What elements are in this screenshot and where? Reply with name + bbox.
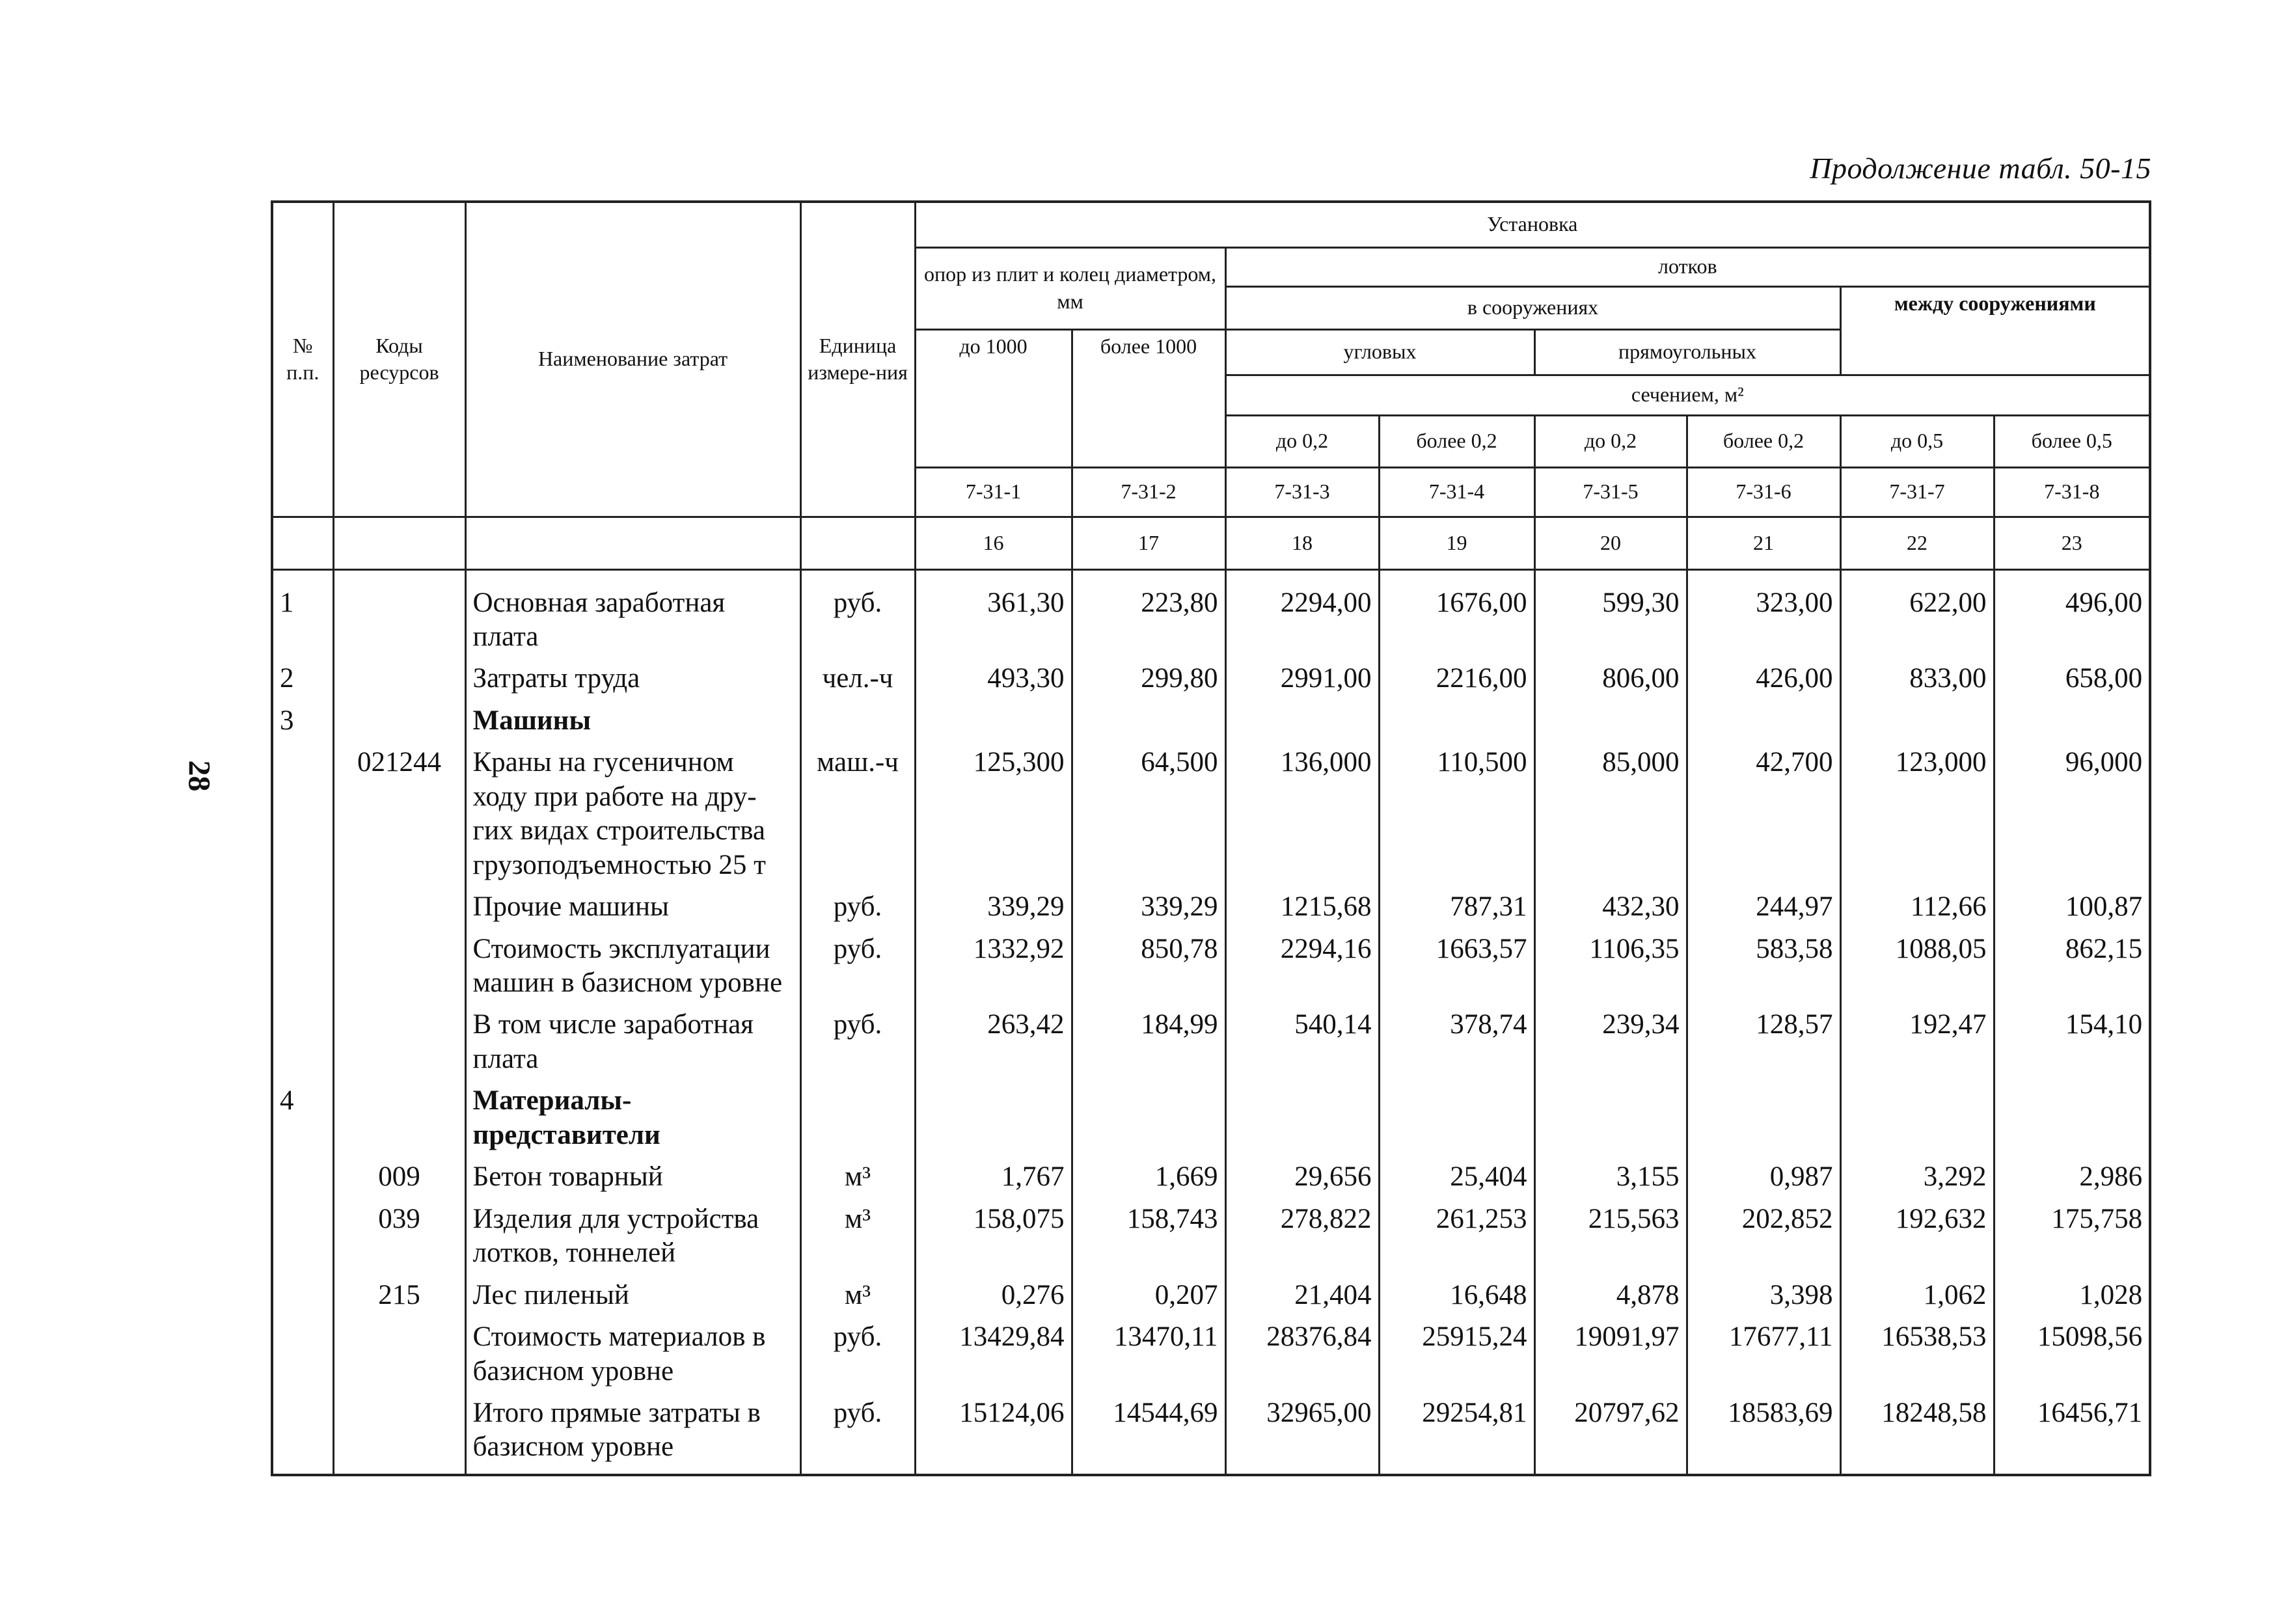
table-row: [272, 1003, 2150, 1079]
value-cell: 14544,69: [1072, 1391, 1225, 1475]
header-lotkov: лотков: [1225, 247, 2150, 286]
header-code-4: 7-31-4: [1379, 467, 1534, 517]
unit: руб.: [800, 1391, 915, 1475]
value-cell: 278,822: [1225, 1197, 1379, 1273]
value-cell: 299,80: [1072, 656, 1225, 698]
header-code-8: 7-31-8: [1994, 467, 2150, 517]
header-v-sooruzheniyah: в сооружениях: [1225, 286, 1840, 329]
cost-name: Материалы-представители: [465, 1079, 800, 1155]
value-cell: 432,30: [1534, 885, 1687, 927]
resource-code: [333, 1315, 465, 1391]
row-number: [272, 1273, 333, 1315]
value-cell: [1994, 1079, 2150, 1155]
value-cell: 13429,84: [915, 1315, 1072, 1391]
value-cell: 158,743: [1072, 1197, 1225, 1273]
header-num-2: 17: [1072, 517, 1225, 569]
value-cell: 125,300: [915, 740, 1072, 885]
header-code-3: 7-31-3: [1225, 467, 1379, 517]
unit: чел.-ч: [800, 656, 915, 698]
value-cell: 0,207: [1072, 1273, 1225, 1315]
table-row: [272, 699, 2150, 740]
cost-name: Изделия для устройства лотков, тоннелей: [465, 1197, 800, 1273]
header-codes: Коды ресурсов: [333, 202, 465, 517]
row-number: [272, 1315, 333, 1391]
value-cell: 378,74: [1379, 1003, 1534, 1079]
table-row: [272, 656, 2150, 698]
resource-code: 039: [333, 1197, 465, 1273]
unit: м³: [800, 1273, 915, 1315]
table-row: [272, 1079, 2150, 1155]
value-cell: 223,80: [1072, 569, 1225, 656]
cost-name: Бетон товарный: [465, 1155, 800, 1197]
header-col-number: [800, 517, 915, 569]
value-cell: 2294,16: [1225, 927, 1379, 1003]
header-code-2: 7-31-2: [1072, 467, 1225, 517]
cost-name: Краны на гусеничном ходу при работе на дру-гих видах строительства грузоподъемностью 25 т: [465, 740, 800, 885]
value-cell: 42,700: [1687, 740, 1840, 885]
value-cell: 261,253: [1379, 1197, 1534, 1273]
value-cell: 110,500: [1379, 740, 1534, 885]
cost-name: Основная заработная плата: [465, 569, 800, 656]
header-ustanovka: Установка: [915, 202, 2150, 247]
value-cell: 622,00: [1840, 569, 1994, 656]
value-cell: 323,00: [1687, 569, 1840, 656]
value-cell: [1687, 699, 1840, 740]
value-cell: [1225, 699, 1379, 740]
value-cell: 4,878: [1534, 1273, 1687, 1315]
value-cell: 2294,00: [1225, 569, 1379, 656]
value-cell: 64,500: [1072, 740, 1225, 885]
value-cell: 192,47: [1840, 1003, 1994, 1079]
cost-name: Машины: [465, 699, 800, 740]
value-cell: 202,852: [1687, 1197, 1840, 1273]
row-number: [272, 885, 333, 927]
resource-code: [333, 885, 465, 927]
header-col-number: [465, 517, 800, 569]
header-sub-8: более 0,5: [1994, 415, 2150, 467]
resource-code: 021244: [333, 740, 465, 885]
header-npp: № п.п.: [272, 202, 333, 517]
resource-code: [333, 656, 465, 698]
value-cell: 15098,56: [1994, 1315, 2150, 1391]
value-cell: 128,57: [1687, 1003, 1840, 1079]
value-cell: 426,00: [1687, 656, 1840, 698]
value-cell: 28376,84: [1225, 1315, 1379, 1391]
unit: руб.: [800, 1315, 915, 1391]
header-name: Наименование затрат: [465, 202, 800, 517]
value-cell: [1379, 699, 1534, 740]
header-num-4: 19: [1379, 517, 1534, 569]
value-cell: 96,000: [1994, 740, 2150, 885]
value-cell: 16538,53: [1840, 1315, 1994, 1391]
value-cell: [1840, 699, 1994, 740]
table-row: [272, 885, 2150, 927]
table-row: [272, 927, 2150, 1003]
header-sub-6: более 0,2: [1687, 415, 1840, 467]
resource-code: 009: [333, 1155, 465, 1197]
value-cell: 29,656: [1225, 1155, 1379, 1197]
header-pryamougolnyh: прямоугольных: [1534, 329, 1840, 375]
header-code-5: 7-31-5: [1534, 467, 1687, 517]
cost-name: Лес пиленый: [465, 1273, 800, 1315]
header-num-6: 21: [1687, 517, 1840, 569]
value-cell: 0,276: [915, 1273, 1072, 1315]
cost-name: Стоимость эксплуатации машин в базисном уровне: [465, 927, 800, 1003]
value-cell: [1534, 1079, 1687, 1155]
header-code-1: 7-31-1: [915, 467, 1072, 517]
value-cell: 583,58: [1687, 927, 1840, 1003]
value-cell: 263,42: [915, 1003, 1072, 1079]
value-cell: 239,34: [1534, 1003, 1687, 1079]
resource-code: 215: [333, 1273, 465, 1315]
table-row: [272, 1197, 2150, 1273]
header-uglovyh: угловых: [1225, 329, 1534, 375]
value-cell: 361,30: [915, 569, 1072, 656]
unit: м³: [800, 1197, 915, 1273]
value-cell: 192,632: [1840, 1197, 1994, 1273]
value-cell: [1534, 699, 1687, 740]
value-cell: 17677,11: [1687, 1315, 1840, 1391]
value-cell: 3,398: [1687, 1273, 1840, 1315]
value-cell: 20797,62: [1534, 1391, 1687, 1475]
header-col-number: [272, 517, 333, 569]
value-cell: [915, 699, 1072, 740]
value-cell: 1676,00: [1379, 569, 1534, 656]
value-cell: 25915,24: [1379, 1315, 1534, 1391]
table-row: [272, 1273, 2150, 1315]
header-num-3: 18: [1225, 517, 1379, 569]
header-num-1: 16: [915, 517, 1072, 569]
row-number: [272, 1391, 333, 1475]
value-cell: [1379, 1079, 1534, 1155]
cost-name: Прочие машины: [465, 885, 800, 927]
value-cell: 136,000: [1225, 740, 1379, 885]
value-cell: 15124,06: [915, 1391, 1072, 1475]
table-row: [272, 740, 2150, 885]
header-sub-4: более 0,2: [1379, 415, 1534, 467]
value-cell: [1840, 1079, 1994, 1155]
value-cell: 18248,58: [1840, 1391, 1994, 1475]
header-num-5: 20: [1534, 517, 1687, 569]
header-code-6: 7-31-6: [1687, 467, 1840, 517]
resource-code: [333, 1003, 465, 1079]
value-cell: 658,00: [1994, 656, 2150, 698]
value-cell: 496,00: [1994, 569, 2150, 656]
value-cell: 112,66: [1840, 885, 1994, 927]
unit: маш.-ч: [800, 740, 915, 885]
table-caption: Продолжение табл. 50-15: [1810, 152, 2151, 185]
header-sub-7: до 0,5: [1840, 415, 1994, 467]
value-cell: 862,15: [1994, 927, 2150, 1003]
value-cell: 1215,68: [1225, 885, 1379, 927]
header-unit: Единица измере-ния: [800, 202, 915, 517]
value-cell: [1687, 1079, 1840, 1155]
table-row: [272, 1155, 2150, 1197]
value-cell: 21,404: [1225, 1273, 1379, 1315]
resource-code: [333, 569, 465, 656]
header-col-number: [333, 517, 465, 569]
value-cell: 599,30: [1534, 569, 1687, 656]
cost-name: Затраты труда: [465, 656, 800, 698]
header-sub-3: до 0,2: [1225, 415, 1379, 467]
row-number: 4: [272, 1079, 333, 1155]
value-cell: 123,000: [1840, 740, 1994, 885]
resource-code: [333, 1391, 465, 1475]
header-code-7: 7-31-7: [1840, 467, 1994, 517]
value-cell: 1,028: [1994, 1273, 2150, 1315]
value-cell: 1663,57: [1379, 927, 1534, 1003]
value-cell: [1994, 699, 2150, 740]
value-cell: 154,10: [1994, 1003, 2150, 1079]
resource-code: [333, 699, 465, 740]
value-cell: 339,29: [915, 885, 1072, 927]
value-cell: 184,99: [1072, 1003, 1225, 1079]
value-cell: 13470,11: [1072, 1315, 1225, 1391]
value-cell: 215,563: [1534, 1197, 1687, 1273]
value-cell: 1088,05: [1840, 927, 1994, 1003]
value-cell: 32965,00: [1225, 1391, 1379, 1475]
value-cell: 2,986: [1994, 1155, 2150, 1197]
value-cell: [915, 1079, 1072, 1155]
row-number: [272, 1155, 333, 1197]
row-number: 1: [272, 569, 333, 656]
row-number: [272, 1197, 333, 1273]
value-cell: 29254,81: [1379, 1391, 1534, 1475]
row-number: [272, 1003, 333, 1079]
value-cell: 2216,00: [1379, 656, 1534, 698]
value-cell: 16,648: [1379, 1273, 1534, 1315]
unit: м³: [800, 1155, 915, 1197]
row-number: 3: [272, 699, 333, 740]
value-cell: 339,29: [1072, 885, 1225, 927]
header-num-7: 22: [1840, 517, 1994, 569]
cost-name: Стоимость материалов в базисном уровне: [465, 1315, 800, 1391]
value-cell: 1332,92: [915, 927, 1072, 1003]
value-cell: 16456,71: [1994, 1391, 2150, 1475]
value-cell: 158,075: [915, 1197, 1072, 1273]
header-opor: опор из плит и колец диаметром, мм: [915, 247, 1225, 329]
header-mezhdu: между сооружениями: [1840, 286, 2150, 375]
table-row: [272, 569, 2150, 656]
value-cell: [1072, 1079, 1225, 1155]
unit: [800, 699, 915, 740]
value-cell: 3,155: [1534, 1155, 1687, 1197]
value-cell: 175,758: [1994, 1197, 2150, 1273]
value-cell: 25,404: [1379, 1155, 1534, 1197]
value-cell: [1072, 699, 1225, 740]
header-num-8: 23: [1994, 517, 2150, 569]
header-sub-5: до 0,2: [1534, 415, 1687, 467]
resource-code: [333, 927, 465, 1003]
unit: руб.: [800, 1003, 915, 1079]
header-sub-2: более 1000: [1072, 329, 1225, 467]
value-cell: 19091,97: [1534, 1315, 1687, 1391]
value-cell: 1,669: [1072, 1155, 1225, 1197]
table-row: [272, 1315, 2150, 1391]
value-cell: 540,14: [1225, 1003, 1379, 1079]
row-number: [272, 927, 333, 1003]
value-cell: 0,987: [1687, 1155, 1840, 1197]
header-sechenie: сечением, м²: [1225, 375, 2150, 415]
value-cell: 3,292: [1840, 1155, 1994, 1197]
cost-table: [271, 200, 2151, 1476]
table-body: [272, 569, 2150, 1475]
header-sub-1: до 1000: [915, 329, 1072, 467]
value-cell: 85,000: [1534, 740, 1687, 885]
value-cell: 100,87: [1994, 885, 2150, 927]
value-cell: 1106,35: [1534, 927, 1687, 1003]
value-cell: [1225, 1079, 1379, 1155]
value-cell: 806,00: [1534, 656, 1687, 698]
page-number: 28: [182, 760, 217, 792]
value-cell: 787,31: [1379, 885, 1534, 927]
table-row: [272, 1391, 2150, 1475]
value-cell: 850,78: [1072, 927, 1225, 1003]
row-number: 2: [272, 656, 333, 698]
cost-name: Итого прямые затраты в базисном уровне: [465, 1391, 800, 1475]
unit: руб.: [800, 927, 915, 1003]
value-cell: 493,30: [915, 656, 1072, 698]
row-number: [272, 740, 333, 885]
value-cell: 244,97: [1687, 885, 1840, 927]
value-cell: 18583,69: [1687, 1391, 1840, 1475]
unit: [800, 1079, 915, 1155]
value-cell: 2991,00: [1225, 656, 1379, 698]
cost-name: В том числе заработная плата: [465, 1003, 800, 1079]
resource-code: [333, 1079, 465, 1155]
value-cell: 1,062: [1840, 1273, 1994, 1315]
value-cell: 833,00: [1840, 656, 1994, 698]
value-cell: 1,767: [915, 1155, 1072, 1197]
unit: руб.: [800, 885, 915, 927]
unit: руб.: [800, 569, 915, 656]
